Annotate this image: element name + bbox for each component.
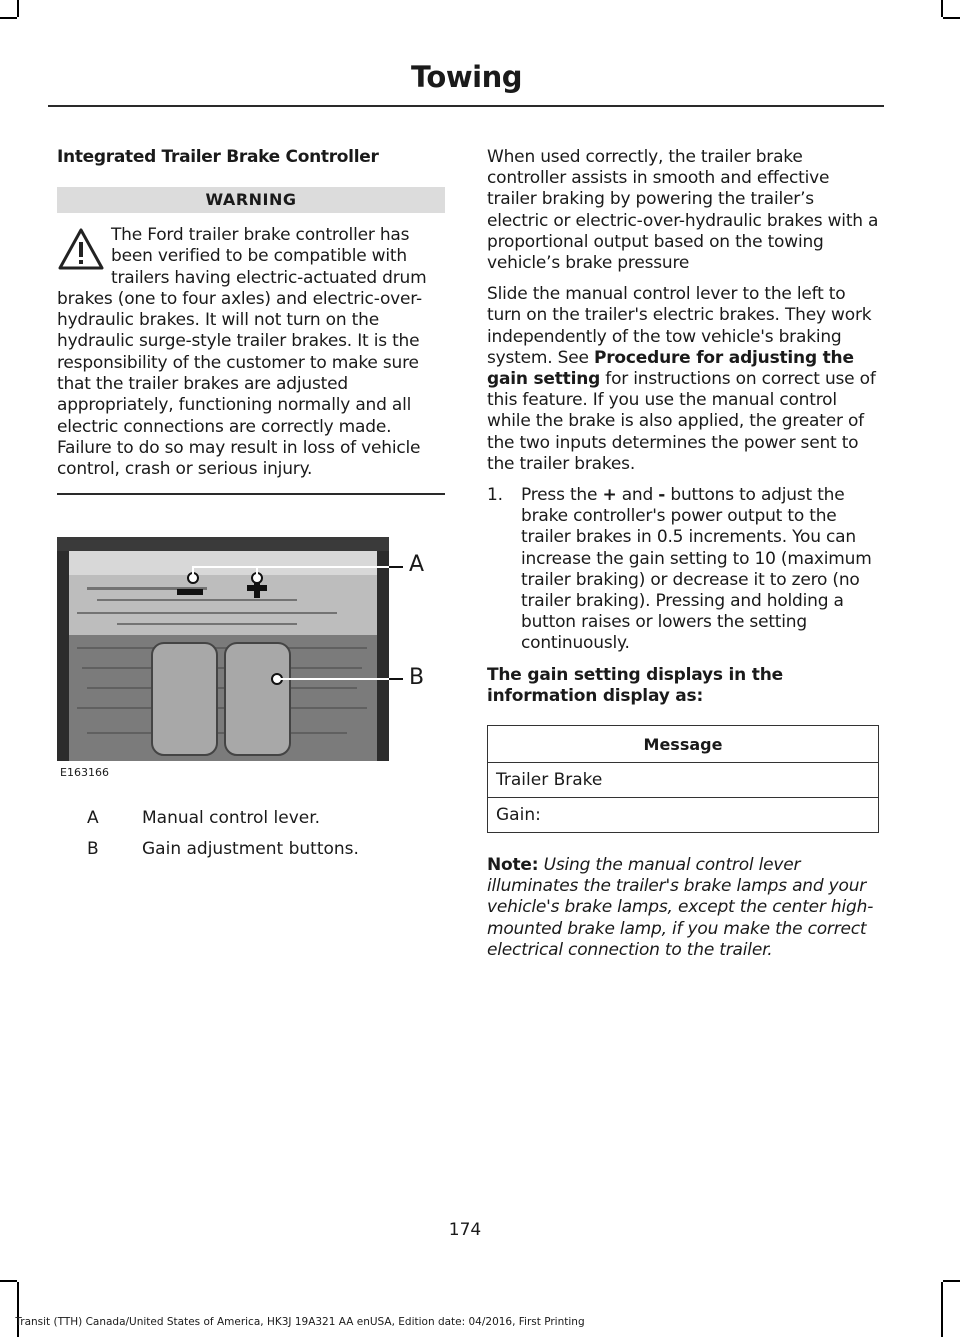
table-row xyxy=(488,798,879,833)
step-number: 1. xyxy=(487,485,503,506)
legend-text: Gain adjustment buttons. xyxy=(142,838,359,859)
crop-mark xyxy=(941,0,943,17)
table-cell: Gain: xyxy=(488,798,879,833)
crop-mark xyxy=(0,1280,17,1282)
crop-mark xyxy=(943,17,960,19)
figure-id: E163166 xyxy=(60,765,109,779)
crop-mark xyxy=(941,1282,943,1337)
crop-mark xyxy=(17,0,19,17)
crop-mark xyxy=(0,17,17,19)
table-header: Message xyxy=(488,726,879,763)
table-row xyxy=(488,763,879,798)
paragraph-text: Slide the manual control lever to the left to turn on the trailer's electric brakes. They work independently of the tow vehicle's braking system. See xyxy=(487,284,872,368)
figure-legend xyxy=(57,807,445,869)
legend-item xyxy=(57,838,445,869)
step-text-part: Press the xyxy=(521,485,603,506)
step-text xyxy=(521,485,879,655)
paragraph-text: for instructions on correct use of this feature. If you use the manual control while the brake is also applied, the greater of the two inputs determines the power sent to the trailer brakes. xyxy=(487,369,876,474)
step-item xyxy=(487,485,879,655)
plus-symbol: + xyxy=(602,485,617,506)
minus-symbol: - xyxy=(658,485,666,506)
cross-reference: Procedure for adjusting the gain setting xyxy=(487,347,854,390)
crop-mark xyxy=(943,1280,960,1282)
warning-text: The Ford trailer brake controller has been verified to be compatible with trailers having electric-actuated drum brakes (one to four axles) and electric-over-hydraulic brakes. It will not turn on the hydraulic surge-style trailer brakes. It is the responsibility of the customer to make sure that the trailer brakes are adjusted appropriately, functioning normally and all electric connections are correctly made. Failure to do so may result in loss of vehicle control, crash or serious injury. xyxy=(57,225,427,480)
warning-triangle-icon xyxy=(57,227,105,271)
page-header-title: Towing xyxy=(411,60,522,94)
display-subheading: The gain setting displays in the information display as: xyxy=(487,664,783,706)
controller-figure xyxy=(57,537,445,777)
warning-label: WARNING xyxy=(57,187,445,213)
warning-rule xyxy=(57,493,445,495)
note-label: Note: xyxy=(487,855,539,876)
callout-a: A xyxy=(409,551,425,577)
right-column xyxy=(487,147,879,961)
left-column xyxy=(57,147,445,869)
legend-item xyxy=(57,807,445,838)
message-table xyxy=(487,725,879,833)
brake-controller-photo xyxy=(57,537,389,761)
footer-text: Transit (TTH) Canada/United States of America, HK3J 19A321 AA enUSA, Edition date: 04/2016, First Printing xyxy=(15,1316,585,1328)
note-text: Using the manual control lever illuminates the trailer's brake lamps and your vehicle's brake lamps, except the center high-mounted brake lamp, if you make the correct electrical connection to the trailer. xyxy=(487,855,874,960)
intro-paragraph: When used correctly, the trailer brake controller assists in smooth and effective trailer braking by powering the trailer’s electric or electric-over-hydraulic brakes with a proportional output based on the towing vehicle’s brake pressure xyxy=(487,147,879,274)
section-heading: Integrated Trailer Brake Controller xyxy=(57,147,379,167)
legend-text: Manual control lever. xyxy=(142,807,321,828)
crop-mark xyxy=(17,1282,19,1337)
page-number: 174 xyxy=(448,1220,482,1240)
legend-key: B xyxy=(87,838,99,859)
warning-body xyxy=(57,225,445,481)
step-text-part: buttons to adjust the brake controller's power output to the trailer brakes in 0.5 increments. You can increase the gain setting to 10 (maximum trailer braking) or decrease it to zero (no trailer braking). Pressing and holding a button raises or lowers the setting continuously. xyxy=(521,485,872,654)
table-cell: Trailer Brake xyxy=(488,763,879,798)
header-rule xyxy=(48,105,884,107)
callout-b: B xyxy=(409,664,425,690)
step-text-part: and xyxy=(616,485,659,506)
warning-box xyxy=(57,187,445,495)
legend-key: A xyxy=(87,807,99,828)
manual-lever-paragraph xyxy=(487,284,879,475)
note xyxy=(487,855,879,961)
